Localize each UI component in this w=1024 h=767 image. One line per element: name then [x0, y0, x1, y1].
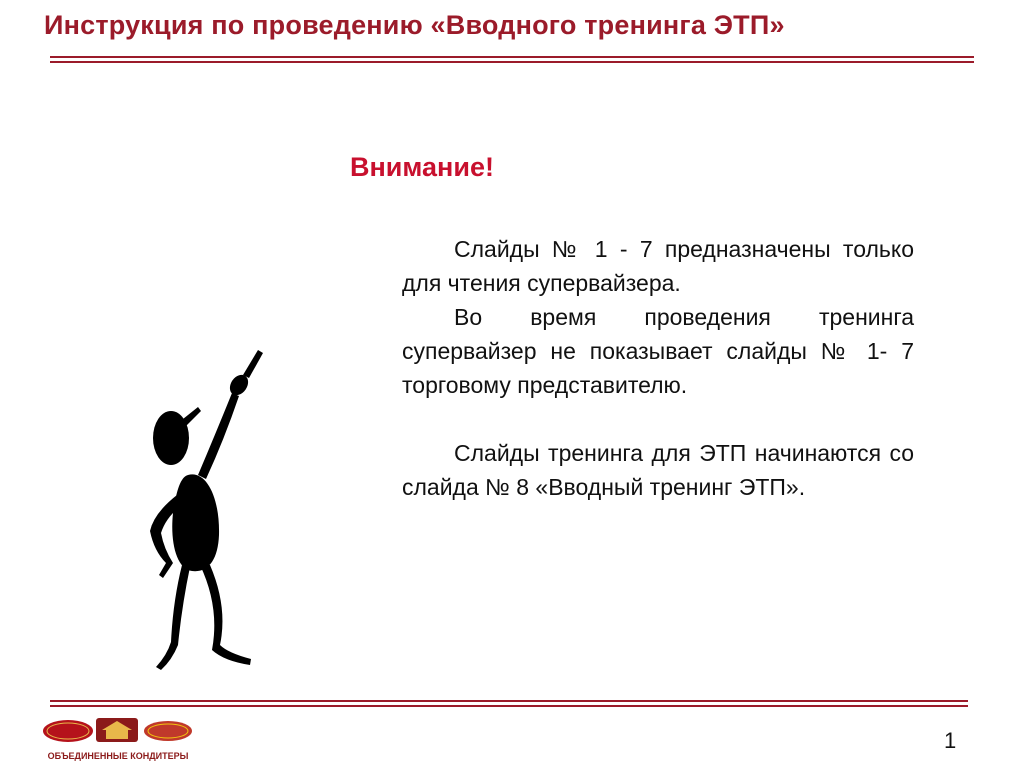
- slide-title: Инструкция по проведению «Вводного тренинга ЭТП»: [44, 10, 785, 40]
- page-number: 1: [944, 728, 957, 753]
- paragraph-slides-for-reading: Слайды № 1 - 7 предназначены только для чтения супервайзера.: [402, 236, 914, 296]
- header-rule-top: [50, 56, 974, 58]
- attention-heading: Внимание!: [350, 152, 494, 182]
- footer-rule-top: [50, 700, 968, 702]
- instruction-text: [402, 232, 914, 504]
- pointing-stick-figure-icon: [140, 345, 265, 685]
- footer-rule-bottom: [50, 705, 968, 707]
- united-confectioners-logo-icon: [42, 716, 194, 762]
- paragraph-training-start: Слайды тренинга для ЭТП начинаются со слайда № 8 «Вводный тренинг ЭТП».: [402, 440, 914, 500]
- logo-caption: ОБЪЕДИНЕННЫЕ КОНДИТЕРЫ: [47, 751, 189, 761]
- header-rule-bottom: [50, 61, 974, 63]
- paragraph-not-shown: Во время проведения тренинга супервайзер не показывает слайды № 1- 7 торговому представителю.: [402, 304, 914, 398]
